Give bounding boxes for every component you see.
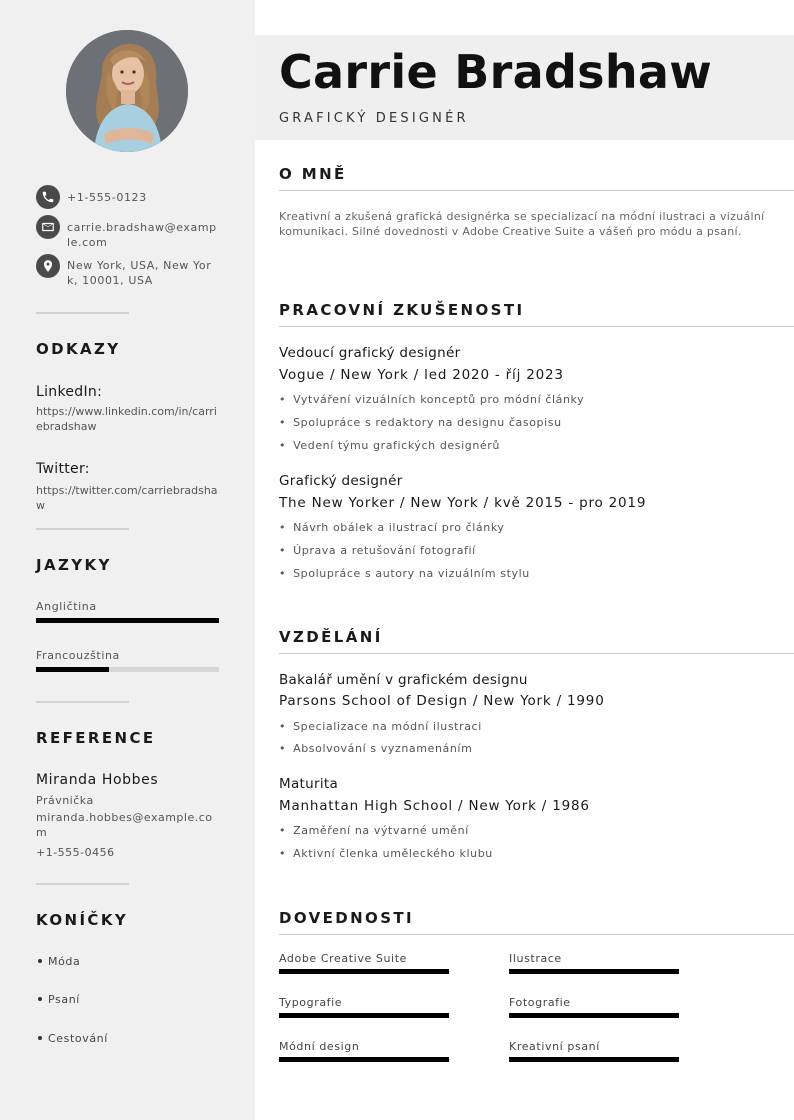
divider	[36, 528, 129, 530]
bullet-text: Aktivní členka uměleckého klubu	[293, 847, 493, 860]
hobbies-heading: KONÍČKY	[36, 911, 129, 929]
skills-heading: DOVEDNOSTI	[279, 909, 415, 927]
main-content	[255, 0, 794, 1120]
profile-photo	[66, 30, 188, 152]
location-pin-icon	[36, 254, 60, 278]
skill-item	[509, 1040, 679, 1062]
bullet-text: Vedení týmu grafických designérů	[293, 439, 500, 452]
education-bullet	[279, 720, 482, 733]
skill-name: Kreativní psaní	[509, 1040, 600, 1053]
experience-heading: PRACOVNÍ ZKUŠENOSTI	[279, 301, 525, 319]
job-entry-subtitle: Vogue / New York / led 2020 - říj 2023	[279, 367, 564, 383]
bullet-icon	[38, 1036, 42, 1040]
education-entry-title: Bakalář umění v grafickém designu	[279, 672, 528, 688]
about-text: Kreativní a zkušená grafická designérka se specializací na módní ilustraci a vizuální komunikaci. Silné dovednosti v Adobe Creative Suite a vášeň pro módu a psaní.	[279, 210, 765, 238]
bullet-icon: •	[279, 742, 287, 755]
skill-level-bar	[279, 1057, 449, 1062]
skill-level-fill	[279, 969, 449, 974]
job-entry-title: Vedoucí grafický designér	[279, 345, 461, 361]
divider	[36, 883, 129, 885]
job-title: GRAFICKÝ DESIGNÉR	[279, 111, 469, 126]
job-bullet	[279, 416, 562, 429]
twitter-link[interactable]: https://twitter.com/carriebradshaw	[36, 484, 218, 512]
reference-heading: REFERENCE	[36, 729, 156, 747]
job-bullet	[279, 567, 530, 580]
bullet-text: Spolupráce s redaktory na designu časopisu	[293, 416, 562, 429]
reference-name: Miranda Hobbes	[36, 772, 159, 788]
links-heading: ODKAZY	[36, 340, 121, 358]
bullet-icon: •	[279, 720, 287, 733]
about-heading: O MNĚ	[279, 165, 347, 183]
hobby-item	[38, 1032, 108, 1045]
section-rule	[279, 653, 794, 654]
hobby-item	[38, 955, 80, 968]
skill-level-bar	[509, 969, 679, 974]
bullet-icon	[38, 997, 42, 1001]
job-bullet	[279, 439, 500, 452]
bullet-text: Úprava a retušování fotografií	[293, 544, 476, 557]
linkedin-link[interactable]: https://www.linkedin.com/in/carriebradshaw	[36, 405, 217, 433]
skill-level-fill	[509, 969, 679, 974]
job-bullet	[279, 521, 505, 534]
language-level-fill	[36, 618, 219, 623]
skill-item	[509, 952, 679, 974]
language-level-bar	[36, 618, 219, 623]
language-name: Francouzština	[36, 649, 120, 662]
bullet-icon: •	[279, 521, 287, 534]
section-rule	[279, 934, 794, 935]
twitter-label: Twitter:	[36, 461, 90, 477]
skill-level-bar	[509, 1057, 679, 1062]
skill-name: Typografie	[279, 996, 343, 1009]
phone-icon	[36, 185, 60, 209]
bullet-icon: •	[279, 847, 287, 860]
reference-role: Právnička	[36, 794, 94, 807]
bullet-icon: •	[279, 544, 287, 557]
bullet-icon	[38, 959, 42, 963]
hobby-label: Móda	[48, 955, 81, 968]
skill-level-fill	[509, 1057, 679, 1062]
email-text[interactable]: carrie.bradshaw@example.com	[67, 221, 217, 249]
bullet-icon: •	[279, 416, 287, 429]
section-rule	[279, 326, 794, 327]
bullet-text: Zaměření na výtvarné umění	[293, 824, 469, 837]
bullet-icon: •	[279, 567, 287, 580]
education-entry-title: Maturita	[279, 776, 339, 792]
skill-item	[279, 996, 449, 1018]
skill-item	[279, 952, 449, 974]
skill-item	[279, 1040, 449, 1062]
skill-level-bar	[279, 1013, 449, 1018]
languages-heading: JAZYKY	[36, 556, 112, 574]
contact-phone	[36, 185, 219, 209]
bullet-text: Specializace na módní ilustraci	[293, 720, 482, 733]
skill-level-fill	[279, 1057, 449, 1062]
skill-name: Fotografie	[509, 996, 571, 1009]
hobby-label: Psaní	[48, 993, 80, 1006]
language-level-bar	[36, 667, 219, 672]
bullet-text: Návrh obálek a ilustrací pro články	[293, 521, 505, 534]
education-entry-subtitle: Manhattan High School / New York / 1986	[279, 798, 590, 814]
bullet-text: Vytváření vizuálních konceptů pro módní články	[293, 393, 585, 406]
contact-address	[36, 254, 219, 288]
language-name: Angličtina	[36, 600, 97, 613]
skill-level-bar	[279, 969, 449, 974]
skill-level-fill	[279, 1013, 449, 1018]
education-bullet	[279, 847, 493, 860]
divider	[36, 312, 129, 314]
bullet-icon: •	[279, 824, 287, 837]
divider	[36, 701, 129, 703]
linkedin-label: LinkedIn:	[36, 384, 103, 400]
job-bullet	[279, 393, 584, 406]
job-bullet	[279, 544, 476, 557]
contact-email	[36, 215, 219, 250]
skill-level-bar	[509, 1013, 679, 1018]
skill-item	[509, 996, 679, 1018]
skill-name: Adobe Creative Suite	[279, 952, 407, 965]
phone-text: +1-555-0123	[67, 191, 147, 204]
education-bullet	[279, 824, 469, 837]
education-entry-subtitle: Parsons School of Design / New York / 1990	[279, 693, 605, 709]
reference-email[interactable]: miranda.hobbes@example.com	[36, 811, 213, 839]
mail-icon	[36, 215, 60, 239]
sidebar	[0, 0, 255, 1120]
bullet-text: Absolvování s vyznamenáním	[293, 742, 473, 755]
address-text: New York, USA, New York, 10001, USA	[67, 259, 212, 287]
job-entry-subtitle: The New Yorker / New York / kvě 2015 - pro 2019	[279, 495, 647, 511]
reference-phone: +1-555-0456	[36, 846, 115, 859]
bullet-icon: •	[279, 439, 287, 452]
person-name: Carrie Bradshaw	[279, 45, 713, 99]
skill-level-fill	[509, 1013, 679, 1018]
skill-name: Ilustrace	[509, 952, 562, 965]
skill-name: Módní design	[279, 1040, 360, 1053]
person-illustration-icon	[66, 30, 188, 152]
hobby-label: Cestování	[48, 1032, 108, 1045]
language-level-fill	[36, 667, 109, 672]
job-entry-title: Grafický designér	[279, 473, 403, 489]
bullet-text: Spolupráce s autory na vizuálním stylu	[293, 567, 530, 580]
education-bullet	[279, 742, 472, 755]
section-rule	[279, 190, 794, 191]
hobby-item	[38, 993, 80, 1006]
bullet-icon: •	[279, 393, 287, 406]
education-heading: VZDĚLÁNÍ	[279, 628, 383, 646]
